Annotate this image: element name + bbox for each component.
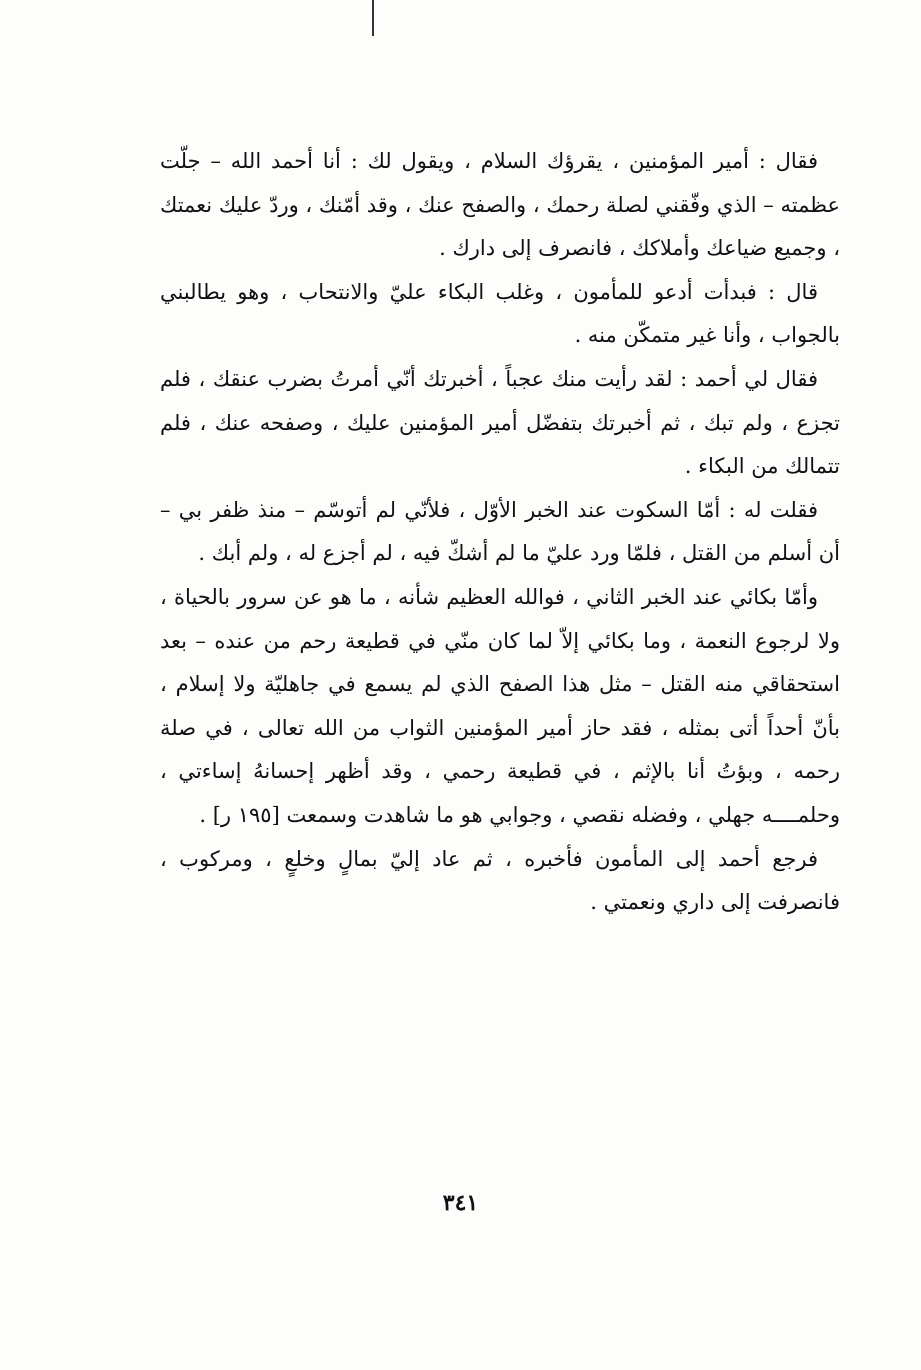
text-line: وأمّا بكائي عند الخبر الثاني ، فوالله العظيم شأنه ، ما هو عن سرور بالحياة ،: [160, 584, 818, 609]
body-text: [160, 140, 840, 925]
paragraph: [160, 489, 840, 576]
paragraph: [160, 576, 840, 838]
paragraph: [160, 838, 840, 925]
page-number: ٣٤١: [442, 1190, 479, 1216]
text-line: فقلت له : أمّا السكوت عند الخبر الأوّل ، فلأنّي لم أتوسّم – منذ ظفر بي –: [160, 497, 818, 522]
text-line: بالجواب ، وأنا غير متمكّن منه .: [574, 323, 840, 348]
text-line: فرجع أحمد إلى المأمون فأخبره ، ثم عاد إليّ بمالٍ وخلعٍ ، ومركوب ،: [160, 846, 818, 871]
text-line: عظمته – الذي وفّقني لصلة رحمك ، والصفح عنك ، وقد أمّنك ، وردّ عليك: [218, 192, 840, 217]
text-line: فقال : أمير المؤمنين ، يقرؤك السلام ، ويقول لك : أنا أحمد الله – جلّت: [160, 149, 818, 173]
text-line: وبؤتُ أنا بالإثم ، في قطيعة رحمي ، وقد أظهر إحسانهُ إساءتي ، وحلمــــه: [160, 759, 840, 827]
text-line: قال : فبدأت أدعو للمأمون ، وغلب البكاء عليّ والانتحاب ، وهو يطالبني: [160, 279, 818, 304]
text-line: فلم تجزع ، ولم تبك ، ثم أخبرتك بتفضّل أمير المؤمنين عليك ، وصفحه عنك ،: [160, 366, 840, 435]
text-line: استحقاقي منه القتل – مثل هذا الصفح الذي لم يسمع في جاهليّة ولا إسلام ،: [160, 672, 840, 697]
text-line: نعمتك ، وجميع ضياعك وأملاكك ، فانصرف إلى دارك .: [160, 192, 840, 261]
paragraph: [160, 140, 840, 271]
paragraph: [160, 271, 840, 358]
text-line: فانصرفت إلى داري ونعمتي .: [590, 890, 840, 915]
text-line: فلم تتمالك من البكاء .: [160, 410, 840, 479]
text-line: أن أسلم من القتل ، فلمّا ورد عليّ ما لم أشكّ فيه ، لم أجزع له ، ولم أبك .: [198, 541, 840, 566]
text-line: بأنّ أحداً أتى بمثله ، فقد حاز أمير المؤمنين الثواب من الله تعالى ، في صلة رحمه ،: [160, 715, 840, 784]
paragraph: [160, 358, 840, 489]
text-line: ولا لرجوع النعمة ، وما بكائي إلاّ لما كان منّي في قطيعة رحم من عنده – بعد: [160, 628, 840, 653]
text-line: جهلي ، وفضله نقصي ، وجوابي هو ما شاهدت وسمعت [١٩٥ ر] .: [199, 802, 756, 827]
gutter-line: [372, 0, 374, 36]
text-line: فقال لي أحمد : لقد رأيت منك عجباً ، أخبرتك أنّي أمرتُ بضرب عنقك ،: [198, 366, 818, 391]
